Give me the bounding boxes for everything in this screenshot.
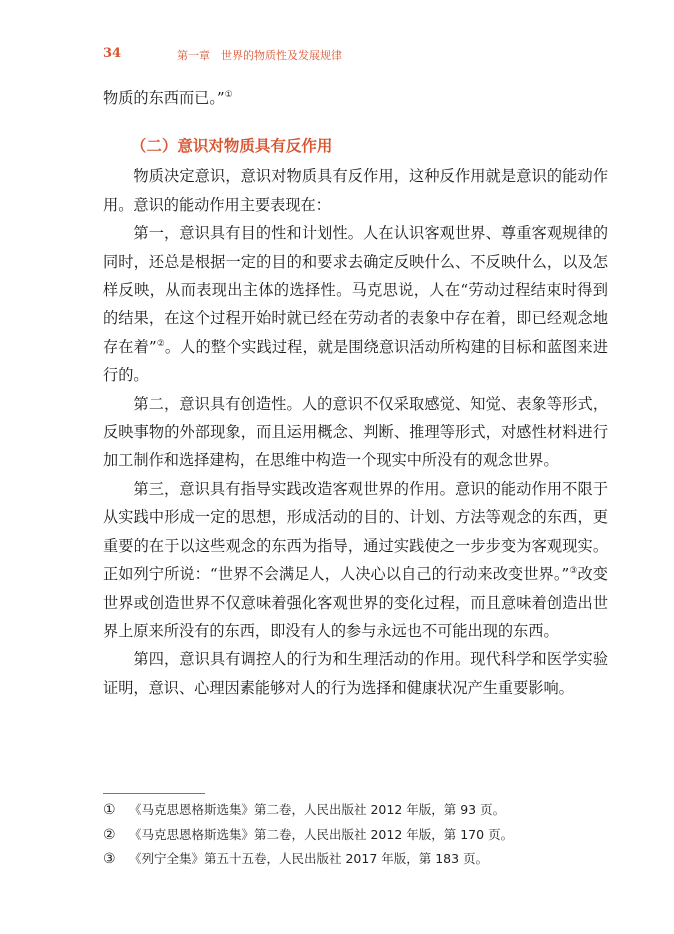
fourth-point-paragraph: 第四，意识具有调控人的行为和生理活动的作用。现代科学和医学实验证明，意识、心理因素能够对人的行为选择和健康状况产生重要影响。 — [103, 650, 608, 697]
footnote-ref-1: ① — [224, 89, 233, 100]
footnote-mark-2: ② — [103, 826, 116, 843]
carryover-paragraph — [103, 84, 608, 112]
third-point-paragraph — [103, 475, 608, 645]
first-point-text-b: 。人的整个实践过程，就是围绕意识活动所构建的目标和蓝图来进行的。 — [103, 337, 609, 385]
third-point-text-a: 第三，意识具有指导实践改造客观世界的作用。意识的能动作用不限于从实践中形成一定的思想，形成活动的目的、计划、方法等观念的东西，更重要的在于以这些观念的东西为指导，通过实践使之一步步变为客观现实。正如列宁所说：“世界不会满足人，人决心以自己的行动来改变世界。” — [103, 479, 608, 584]
footnote-3 — [103, 847, 608, 872]
footnote-ref-3: ③ — [569, 566, 578, 577]
footnote-mark-1: ① — [103, 802, 116, 818]
footnotes — [103, 798, 608, 872]
first-point-text-a: 第一，意识具有目的性和计划性。人在认识客观世界、尊重客观规律的同时，还总是根据一定的目的和要求去确定反映什么、不反映什么，以及怎样反映，从而表现出主体的选择性。马克思说，人在“劳动过程结束时得到的结果，在这个过程开始时就已经在劳动者的表象中存在着，即已经观念地存在着” — [103, 224, 608, 356]
footnote-text-1: 《马克思恩格斯选集》第二卷，人民出版社 2012 年版，第 93 页。 — [129, 802, 506, 817]
chapter-title: 第一章 世界的物质性及发展规律 — [177, 49, 342, 62]
first-point-paragraph — [103, 219, 608, 389]
main-text — [103, 84, 608, 702]
footnote-mark-3: ③ — [103, 851, 116, 867]
footnote-text-2: 《马克思恩格斯选集》第二卷，人民出版社 2012 年版，第 170 页。 — [129, 826, 514, 842]
footnote-divider — [103, 793, 205, 794]
footnote-ref-2: ② — [156, 338, 165, 349]
section-heading: （二）意识对物质具有反作用 — [130, 137, 333, 156]
second-point-paragraph: 第二，意识具有创造性。人的意识不仅采取感觉、知觉、表象等形式，反映事物的外部现象，而且运用概念、判断、推理等形式，对感性材料进行加工制作和选择建构，在思维中构造一个现实中所没有的观念世界。 — [103, 394, 608, 470]
footnote-1 — [103, 798, 608, 823]
running-header — [103, 46, 603, 64]
third-point-text-b: 改变世界或创造世界不仅意味着强化客观世界的变化过程，而且意味着创造出世界上原来所没有的东西，即没有人的参与永远也不可能出现的东西。 — [103, 565, 608, 640]
footnote-2 — [103, 823, 608, 848]
page-number: 34 — [103, 46, 122, 61]
intro-paragraph: 物质决定意识，意识对物质具有反作用，这种反作用就是意识的能动作用。意识的能动作用主要表现在： — [103, 167, 608, 214]
carryover-text: 物质的东西而已。” — [103, 89, 225, 107]
footnote-text-3: 《列宁全集》第五十五卷，人民出版社 2017 年版，第 183 页。 — [129, 851, 489, 866]
